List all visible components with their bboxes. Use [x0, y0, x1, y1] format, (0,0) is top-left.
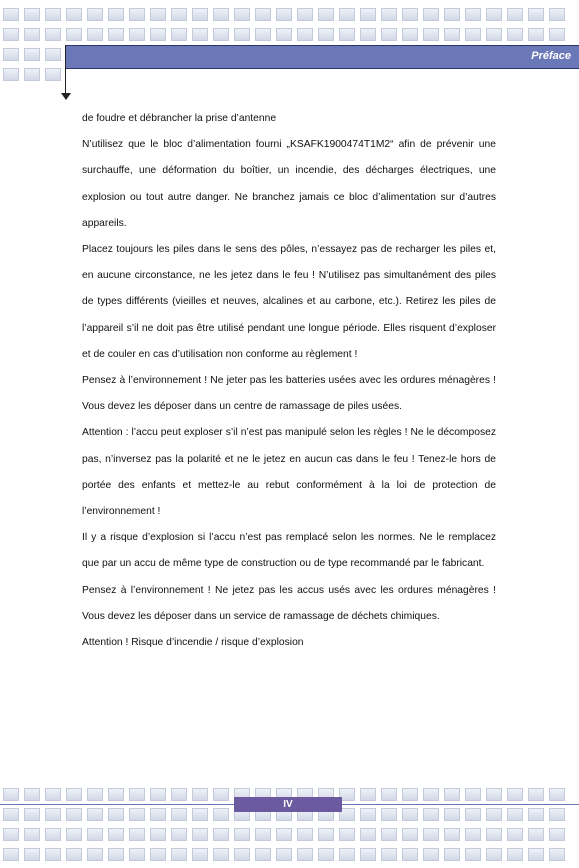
decorative-tile [423, 808, 439, 821]
decorative-tile [213, 828, 229, 841]
decorative-tile [465, 808, 481, 821]
decorative-tile [24, 8, 40, 21]
decorative-tile [360, 808, 376, 821]
decorative-tile [171, 8, 187, 21]
decorative-tile [297, 828, 313, 841]
decorative-tile [486, 808, 502, 821]
decorative-tile [45, 808, 61, 821]
decorative-tile [3, 848, 19, 861]
decorative-tile [423, 848, 439, 861]
decorative-tile [171, 808, 187, 821]
section-title: Préface [531, 50, 571, 62]
decorative-tile [108, 8, 124, 21]
decorative-tile [87, 808, 103, 821]
paragraph: N’utilisez que le bloc d’alimentation fourni „KSAFK1900474T1M2“ afin de prévenir une surchauffe, une déformation du boîtier, un incendie, des décharges électriques, une explosion ou tout autre danger. Ne branchez jamais ce bloc d’alimentation sur d’autres appareils. [82, 139, 496, 229]
decorative-tile [360, 788, 376, 801]
decorative-tile [507, 28, 523, 41]
decorative-tile [213, 848, 229, 861]
decorative-tile [150, 828, 166, 841]
decorative-tile [486, 848, 502, 861]
decorative-tile [66, 788, 82, 801]
decorative-tile [528, 808, 544, 821]
decorative-tile [129, 788, 145, 801]
decorative-tile [150, 848, 166, 861]
decorative-tile [171, 28, 187, 41]
decorative-tile [87, 8, 103, 21]
decorative-tile [24, 848, 40, 861]
decorative-tile [255, 828, 271, 841]
decorative-tile [339, 8, 355, 21]
decorative-tile [297, 848, 313, 861]
decorative-tile [507, 848, 523, 861]
decorative-tile [402, 808, 418, 821]
decorative-tile [24, 828, 40, 841]
decorative-tile [3, 828, 19, 841]
decorative-tile [465, 8, 481, 21]
decorative-tile [549, 828, 565, 841]
decorative-tile [234, 8, 250, 21]
decorative-tile [3, 68, 19, 81]
decorative-tile [150, 8, 166, 21]
decorative-tile [66, 848, 82, 861]
decorative-tile [318, 848, 334, 861]
decorative-tile [234, 848, 250, 861]
decorative-tile [45, 48, 61, 61]
decorative-tile [381, 828, 397, 841]
decorative-tile [45, 788, 61, 801]
page-number: IV [234, 797, 342, 812]
decorative-tile [360, 28, 376, 41]
decorative-tile [276, 28, 292, 41]
decorative-tile [108, 788, 124, 801]
paragraph: Attention : l’accu peut exploser s’il n’est pas manipulé selon les règles ! Ne le décomposez pas, n’inversez pas la polarité et ne le jetez en aucun cas dans le feu ! Tenez-le hors de portée des enfants et mettez-le au rebut conformément à la loi de protection de l’environnement ! [82, 427, 496, 518]
decorative-tile [444, 808, 460, 821]
decorative-tile [423, 828, 439, 841]
decorative-tile [129, 8, 145, 21]
paragraph: Attention ! Risque d’incendie / risque d’explosion [82, 637, 304, 649]
decorative-tile [276, 828, 292, 841]
decorative-tile [381, 28, 397, 41]
decorative-tile [486, 28, 502, 41]
decorative-tile [87, 28, 103, 41]
decorative-tile [444, 828, 460, 841]
decorative-tile [486, 788, 502, 801]
decorative-tile [24, 68, 40, 81]
decorative-tile [444, 788, 460, 801]
decorative-tile [3, 28, 19, 41]
decorative-tile [192, 8, 208, 21]
decorative-tile [528, 788, 544, 801]
decorative-tile [360, 8, 376, 21]
decorative-tile [528, 8, 544, 21]
decorative-tile [192, 28, 208, 41]
decorative-tile [87, 788, 103, 801]
decorative-tile [129, 848, 145, 861]
decorative-tile [213, 8, 229, 21]
decorative-tile [24, 48, 40, 61]
decorative-tile [255, 848, 271, 861]
decorative-tile [192, 848, 208, 861]
decorative-tile [108, 848, 124, 861]
decorative-tile [45, 848, 61, 861]
decorative-tile [549, 8, 565, 21]
down-arrow-icon [61, 93, 71, 100]
paragraph: de foudre et débrancher la prise d’antenne [82, 113, 277, 124]
decorative-tile [87, 848, 103, 861]
decorative-tile [3, 808, 19, 821]
decorative-tile [150, 28, 166, 41]
decorative-tile [192, 788, 208, 801]
decorative-tile [402, 788, 418, 801]
decorative-tile [108, 28, 124, 41]
decorative-tile [66, 8, 82, 21]
decorative-tile [129, 28, 145, 41]
decorative-tile [108, 808, 124, 821]
decorative-tile [87, 828, 103, 841]
decorative-tile [486, 828, 502, 841]
decorative-tile [360, 828, 376, 841]
decorative-tile [66, 828, 82, 841]
decorative-tile [549, 808, 565, 821]
decorative-tile [402, 8, 418, 21]
decorative-tile [465, 848, 481, 861]
paragraph: Pensez à l’environnement ! Ne jeter pas les batteries usées avec les ordures ménagères ! Vous devez les déposer dans un centre de ramassage de piles usées. [82, 375, 496, 413]
decorative-tile [381, 808, 397, 821]
decorative-tile [255, 28, 271, 41]
decorative-tile [549, 848, 565, 861]
decorative-tile [276, 848, 292, 861]
decorative-tile [444, 8, 460, 21]
decorative-tile [465, 28, 481, 41]
decorative-tile [192, 828, 208, 841]
decorative-tile [3, 8, 19, 21]
decorative-tile [213, 28, 229, 41]
decorative-tile [129, 808, 145, 821]
header-marker-line [65, 45, 66, 95]
decorative-tile [339, 28, 355, 41]
decorative-tile [192, 808, 208, 821]
decorative-tile [381, 788, 397, 801]
decorative-tile [171, 848, 187, 861]
paragraph: Placez toujours les piles dans le sens des pôles, n’essayez pas de recharger les piles et, en aucune circonstance, ne les jetez dans le feu ! N’utilisez pas simultanément des piles de types différents (vieilles et neuves, alcalines et au carbone, etc.). Retirez les piles de l’appareil s’il ne doit pas être utilisé pendant une longue période. Elles risquent d’exploser et de couler en cas d’utilisation non conforme au règlement ! [82, 244, 496, 360]
paragraph: Il y a risque d’explosion si l’accu n’est pas remplacé selon les normes. Ne le remplacez que par un accu de même type de construction ou de type recommandé par le fabricant. [82, 532, 496, 570]
decorative-tile [528, 28, 544, 41]
decorative-tile [24, 808, 40, 821]
decorative-tile [66, 28, 82, 41]
decorative-tile [465, 828, 481, 841]
decorative-tile [234, 828, 250, 841]
decorative-tile [381, 848, 397, 861]
decorative-tile [381, 8, 397, 21]
decorative-tile [255, 8, 271, 21]
decorative-tile [150, 788, 166, 801]
decorative-tile [402, 28, 418, 41]
decorative-tile [444, 28, 460, 41]
decorative-tile [528, 848, 544, 861]
decorative-tile [24, 28, 40, 41]
decorative-tile [276, 8, 292, 21]
decorative-tile [339, 848, 355, 861]
decorative-tile [150, 808, 166, 821]
page-body [82, 106, 496, 656]
decorative-tile [3, 788, 19, 801]
decorative-tile [213, 808, 229, 821]
header-bar [66, 45, 579, 69]
decorative-tile [507, 8, 523, 21]
decorative-tile [45, 828, 61, 841]
decorative-tile [45, 28, 61, 41]
decorative-tile [507, 828, 523, 841]
decorative-tile [444, 848, 460, 861]
decorative-tile [465, 788, 481, 801]
decorative-tile [507, 788, 523, 801]
paragraph: Pensez à l’environnement ! Ne jetez pas les accus usés avec les ordures ménagères ! Vous devez les déposer dans un service de ramassage de déchets chimiques. [82, 584, 496, 622]
decorative-tile [549, 788, 565, 801]
decorative-tile [297, 8, 313, 21]
decorative-tile [423, 28, 439, 41]
decorative-tile [486, 8, 502, 21]
decorative-tile [108, 828, 124, 841]
decorative-tile [234, 28, 250, 41]
decorative-tile [24, 788, 40, 801]
decorative-tile [45, 68, 61, 81]
decorative-tile [297, 28, 313, 41]
decorative-tile [66, 808, 82, 821]
decorative-tile [339, 828, 355, 841]
decorative-tile [402, 848, 418, 861]
decorative-tile [318, 28, 334, 41]
decorative-tile [318, 828, 334, 841]
decorative-tile [423, 788, 439, 801]
decorative-tile [129, 828, 145, 841]
decorative-tile [528, 828, 544, 841]
decorative-tile [402, 828, 418, 841]
decorative-tile [45, 8, 61, 21]
decorative-tile [423, 8, 439, 21]
decorative-tile [507, 808, 523, 821]
decorative-tile [318, 8, 334, 21]
decorative-tile [213, 788, 229, 801]
decorative-tile [171, 828, 187, 841]
decorative-tile [360, 848, 376, 861]
decorative-tile [171, 788, 187, 801]
decorative-tile [3, 48, 19, 61]
decorative-tile [549, 28, 565, 41]
